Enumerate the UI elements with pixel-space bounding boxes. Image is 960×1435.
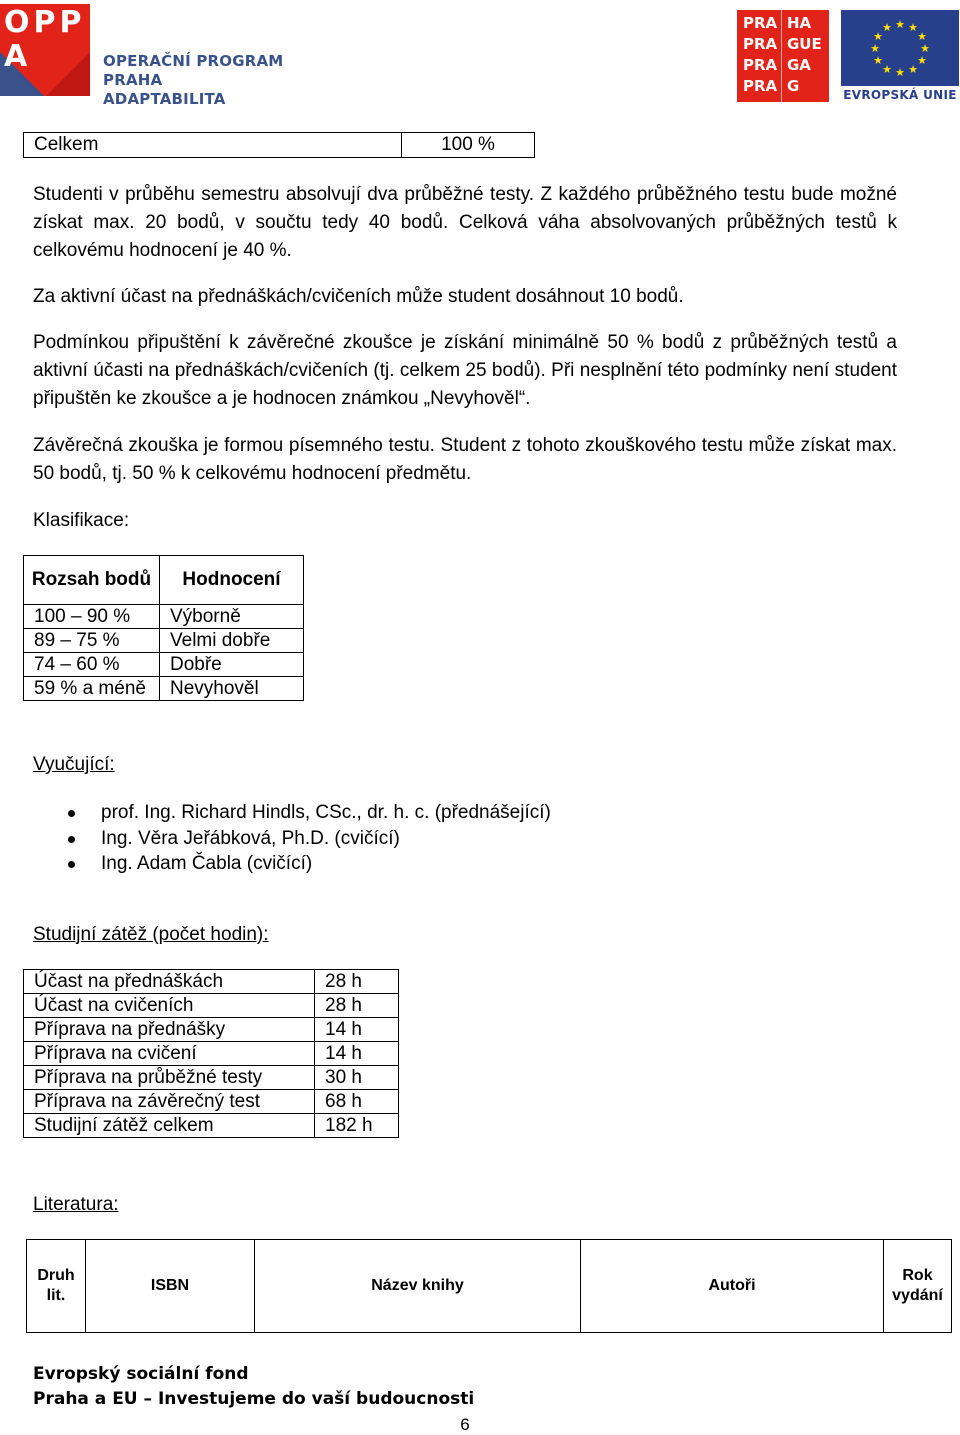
table-cell: 28 h: [315, 970, 399, 994]
eu-logo-text: EVROPSKÁ UNIE: [843, 88, 957, 102]
table-cell: Příprava na cvičení: [24, 1042, 315, 1066]
bullet-icon: [68, 836, 75, 843]
table-row: [24, 1114, 399, 1138]
eu-logo: [841, 10, 959, 102]
bullet-icon: [68, 861, 75, 868]
svg-text:★: ★: [873, 30, 883, 43]
table-cell: 30 h: [315, 1066, 399, 1090]
list-item: [68, 851, 551, 877]
celkem-value: 100 %: [402, 133, 535, 158]
svg-text:★: ★: [908, 21, 918, 34]
svg-text:★: ★: [895, 66, 905, 79]
list-item: [68, 800, 551, 826]
teacher-name: Ing. Věra Jeřábková, Ph.D. (cvičící): [101, 827, 400, 849]
praha-logo-cell: G: [787, 77, 800, 95]
list-item: [68, 826, 551, 852]
table-cell: Příprava na průběžné testy: [24, 1066, 315, 1090]
eu-stars-icon: [841, 10, 959, 86]
table-cell: 28 h: [315, 994, 399, 1018]
table-row: [24, 605, 304, 629]
footer: [33, 1362, 474, 1412]
table-row: [24, 1066, 399, 1090]
table-cell: Nevyhověl: [160, 677, 304, 701]
table-row: [24, 133, 535, 158]
teachers-heading: Vyučující:: [33, 754, 115, 775]
table-cell: Dobře: [160, 653, 304, 677]
teacher-name: prof. Ing. Richard Hindls, CSc., dr. h. c. (přednášející): [101, 802, 551, 823]
footer-line2: Praha a EU – Investujeme do vaší budoucnosti: [33, 1389, 475, 1409]
table-cell: Studijní zátěž celkem: [24, 1114, 315, 1138]
paragraph-tests: Studenti v průběhu semestru absolvují dva průběžné testy. Z každého průběžného testu bude možné získat max. 20 bodů, v součtu tedy 40 bodů. Celková váha absolvovaných průběžných testů k celkovému hodnocení je 40 %.: [33, 184, 897, 261]
literature-heading: Literatura:: [33, 1194, 119, 1215]
workload-heading: Studijní zátěž (počet hodin):: [33, 924, 269, 945]
opp-logo-letters: OPP A: [4, 5, 86, 74]
table-row: [24, 1018, 399, 1042]
table-cell: 59 % a méně: [24, 677, 160, 701]
table-cell: 89 – 75 %: [24, 629, 160, 653]
celkem-label: Celkem: [24, 133, 402, 158]
table-cell: 14 h: [315, 1042, 399, 1066]
table-cell: Příprava na závěrečný test: [24, 1090, 315, 1114]
paragraph-exam: Závěrečná zkouška je formou písemného testu. Student z tohoto zkouškového testu může získat max. 50 bodů, tj. 50 % k celkovému hodnocení předmětu.: [33, 435, 897, 484]
praha-logo: [737, 10, 829, 102]
table-header-row: [27, 1240, 952, 1333]
opp-logo-text-line2: ADAPTABILITA: [103, 90, 226, 108]
svg-text:★: ★: [917, 30, 927, 43]
table-cell: Velmi dobře: [160, 629, 304, 653]
opp-logo-text: [103, 52, 330, 109]
table-row: [24, 653, 304, 677]
column-header: Název knihy: [255, 1240, 581, 1333]
praha-logo-cell: PRA: [743, 56, 778, 74]
table-cell: 68 h: [315, 1090, 399, 1114]
praha-logo-cell: GA: [787, 56, 811, 74]
teacher-name: Ing. Adam Čabla (cvičící): [101, 853, 313, 874]
table-row: [24, 1042, 399, 1066]
column-header: Rozsah bodů: [24, 556, 160, 605]
bullet-icon: [68, 810, 75, 817]
table-cell: 14 h: [315, 1018, 399, 1042]
table-row: [24, 994, 399, 1018]
workload-table: [23, 969, 399, 1138]
table-cell: 100 – 90 %: [24, 605, 160, 629]
column-header: Hodnocení: [160, 556, 304, 605]
paragraph-admission: Podmínkou připuštění k závěrečné zkoušce je získání minimálně 50 % bodů z průběžných testů a aktivní účasti na přednáškách/cvičeních (tj. celkem 25 bodů). Při nesplnění této podmínky není student připuštěn ke zkoušce a je hodnocen známkou „Nevyhověl“.: [33, 332, 897, 409]
praha-logo-cell: HA: [787, 14, 812, 32]
svg-text:★: ★: [908, 63, 918, 76]
table-row: [24, 677, 304, 701]
table-cell: 182 h: [315, 1114, 399, 1138]
teachers-list: [68, 800, 551, 877]
table-row: [24, 629, 304, 653]
celkem-table: [23, 132, 535, 158]
svg-text:★: ★: [873, 54, 883, 67]
column-header: Druh lit.: [27, 1240, 86, 1333]
table-cell: 74 – 60 %: [24, 653, 160, 677]
svg-text:★: ★: [920, 42, 930, 55]
table-cell: Účast na přednáškách: [24, 970, 315, 994]
grading-table: [23, 555, 304, 701]
opp-logo: [0, 4, 330, 108]
svg-text:★: ★: [895, 18, 905, 31]
table-cell: Výborně: [160, 605, 304, 629]
opp-logo-text-line1: OPERAČNÍ PROGRAM PRAHA: [103, 52, 284, 89]
footer-line1: Evropský sociální fond: [33, 1364, 249, 1384]
svg-text:★: ★: [870, 42, 880, 55]
praha-logo-cell: PRA: [743, 77, 778, 95]
table-row: [24, 1090, 399, 1114]
praha-logo-cell: PRA: [743, 35, 778, 53]
column-header: Autoři: [581, 1240, 884, 1333]
table-cell: Příprava na přednášky: [24, 1018, 315, 1042]
column-header: Rok vydání: [884, 1240, 952, 1333]
literature-table: [26, 1239, 952, 1333]
table-row: [24, 970, 399, 994]
svg-text:★: ★: [917, 54, 927, 67]
table-cell: Účast na cvičeních: [24, 994, 315, 1018]
page-number: 6: [460, 1415, 470, 1434]
classification-label: Klasifikace:: [33, 510, 130, 531]
opp-logo-mark: [0, 4, 90, 96]
svg-text:★: ★: [882, 21, 892, 34]
praha-logo-cell: PRA: [743, 14, 778, 32]
svg-text:★: ★: [882, 63, 892, 76]
paragraph-activity: Za aktivní účast na přednáškách/cvičeních může student dosáhnout 10 bodů.: [33, 286, 684, 307]
column-header: ISBN: [86, 1240, 255, 1333]
eu-flag-icon: [841, 10, 959, 86]
praha-logo-cell: GUE: [787, 35, 822, 53]
table-header-row: [24, 556, 304, 605]
